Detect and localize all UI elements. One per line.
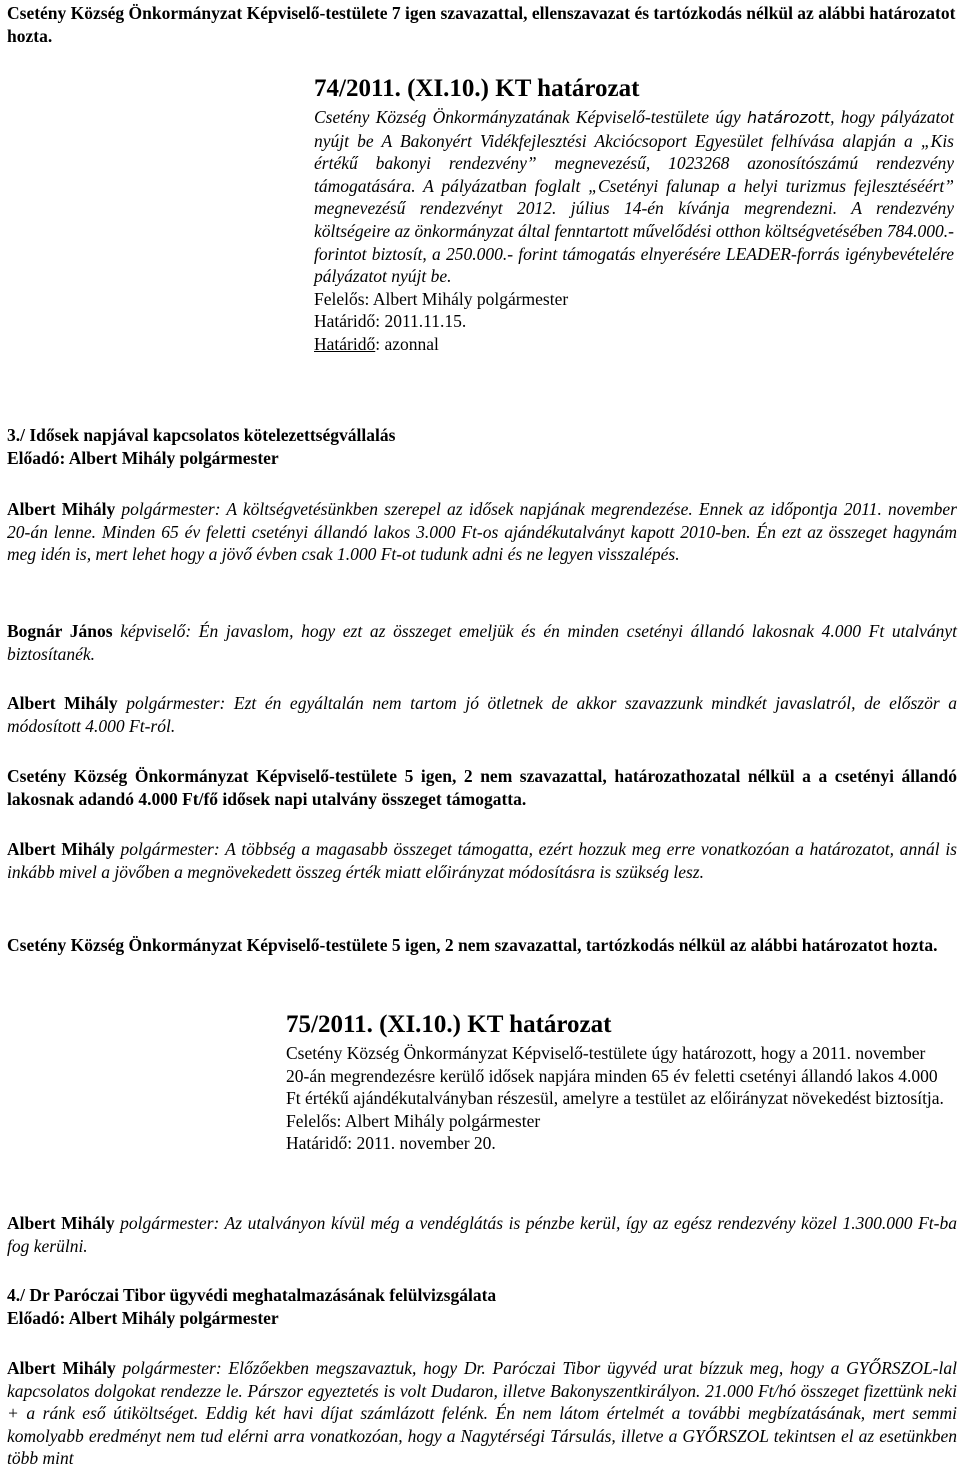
speech-5: Albert Mihály polgármester: Az utalványon kívül még a vendéglátás is pénzbe kerül, így az egész rendezvény közel 1.300.000 Ft-ba fog kerülni. bbox=[7, 1213, 957, 1256]
item-4-presenter: Előadó: Albert Mihály polgármester bbox=[7, 1307, 279, 1328]
agenda-item-4 bbox=[7, 1284, 957, 1329]
speaker-name: Albert Mihály bbox=[7, 1358, 116, 1378]
vote-2: Csetény Község Önkormányzat Képviselő-testülete 5 igen, 2 nem szavazattal, határozathozatal nélkül a a csetényi állandó lakosnak adandó 4.000 Ft/fő idősek napi utalvány összeget támogatta. bbox=[7, 766, 957, 809]
item-4-heading: 4./ Dr Paróczai Tibor ügyvédi meghatalmazásának felülvizsgálata bbox=[7, 1285, 497, 1305]
resolution-74-deadline: Határidő: 2011.11.15. bbox=[314, 311, 467, 332]
speech-3: Albert Mihály polgármester: Ezt én egyáltalán nem tartom jó ötletnek de akkor szavazzunk mindkét javaslatról, de először a módosított 4.000 Ft-ról. bbox=[7, 693, 957, 736]
resolution-75-body: Csetény Község Önkormányzat Képviselő-testülete úgy határozott, hogy a 2011. november 20-án megrendezésre kerülő idősek napjára minden 65 év feletti csetényi állandó lakos 4.000 Ft értékű ajándékutalványban részesül, amelyre a testület az előirányzat növekedést biztosítja. bbox=[286, 1043, 944, 1109]
agenda-item-3 bbox=[7, 424, 957, 469]
speech-6: Albert Mihály polgármester: Előzőekben megszavaztuk, hogy Dr. Paróczai Tibor ügyvéd urat bízzuk meg, hogy a GYŐRSZOL-lal kapcsolatos dolgokat rendezze le. Párszor egyeztetés is volt Dudaron, illetve Bakonyszentkirályon. 21.000 Ft/hó összeget fizettünk neki + a ránk eső útiköltséget. Eddig két havi díjat számlázott felénk. Én nem látom értelmét a további megbízatásának, mert semmi komolyabb eredményt nem tud elérni arra vonatkozóan, hogy a Nagytérségi Társulás, illetve a GYŐRSZOL tekintsen el az esetünkben több mint bbox=[7, 1358, 957, 1469]
vote-3: Csetény Község Önkormányzat Képviselő-testülete 5 igen, 2 nem szavazattal, tartózkodás nélkül az alábbi határozatot hozta. bbox=[7, 935, 938, 955]
item-3-presenter: Előadó: Albert Mihály polgármester bbox=[7, 447, 279, 468]
speech-4: Albert Mihály polgármester: A többség a magasabb összeget támogatta, ezért hozzuk meg erre vonatkozóan a határozatot, annál is inkább mivel a jövőben a megnövekedett összeg érték miatt előirányzat módosításra is szükség lesz. bbox=[7, 839, 957, 882]
resolution-74 bbox=[314, 74, 954, 356]
resolution-74-responsible: Felelős: Albert Mihály polgármester bbox=[314, 288, 569, 309]
speaker-name: Albert Mihály bbox=[7, 1213, 115, 1233]
resolution-75 bbox=[286, 1010, 946, 1155]
resolution-74-deadline-2: Határidő: azonnal bbox=[314, 333, 439, 354]
intro-vote: Csetény Község Önkormányzat Képviselő-testülete 7 igen szavazattal, ellenszavazat és tartózkodás nélkül az alábbi határozatot hozta. bbox=[7, 3, 956, 46]
resolution-74-title: 74/2011. (XI.10.) KT határozat bbox=[314, 75, 640, 102]
resolution-75-title: 75/2011. (XI.10.) KT határozat bbox=[286, 1011, 612, 1038]
speaker-name: Albert Mihály bbox=[7, 499, 116, 519]
speech-1: Albert Mihály polgármester: A költségvetésünkben szerepel az idősek napjának megrendezése. Ennek az időpontja 2011. november 20-án lenne. Minden 65 év feletti csetényi állandó lakos 3.000 Ft-os ajándékutalványt kapott 2010-ben. Én ezt az összeget hagynám meg idén is, mert lehet hogy a jövő évben csak 1.000 Ft-ot tudunk adni és ne legyen visszalépés. bbox=[7, 499, 957, 565]
decided-word: határozott bbox=[746, 108, 831, 127]
item-3-heading: 3./ Idősek napjával kapcsolatos kötelezettségvállalás bbox=[7, 425, 396, 445]
speech-2: Bognár János képviselő: Én javaslom, hogy ezt az összeget emeljük és én minden csetényi állandó lakosnak 4.000 Ft utalványt biztosítanék. bbox=[7, 621, 958, 664]
resolution-75-responsible: Felelős: Albert Mihály polgármester bbox=[286, 1110, 541, 1131]
resolution-74-body: Csetény Község Önkormányzatának Képviselő-testülete úgy határozott, hogy pályázatot nyújt be A Bakonyért Vidékfejlesztési Akciócsoport Egyesület felhívása alapján a „Kis értékű bakonyi rendezvény” megnevezésű, 1023268 azonosítószámú rendezvény támogatására. A pályázatban foglalt „Csetényi falunap a helyi turizmus fejlesztéséért” megnevezésű rendezvényt 2012. július 14-én kívánja megrendezni. A rendezvény költségeire az önkormányzat által fenntartott művelődési otthon költségvetésében 784.000.- forintot biztosít, a 250.000.- forint támogatás elnyerésére LEADER-forrás igénybevételére pályázatot nyújt be. bbox=[314, 107, 955, 287]
speaker-name: Albert Mihály bbox=[7, 839, 115, 859]
speaker-name: Albert Mihály bbox=[7, 693, 118, 713]
speaker-name: Bognár János bbox=[7, 621, 113, 641]
resolution-75-deadline: Határidő: 2011. november 20. bbox=[286, 1133, 496, 1154]
